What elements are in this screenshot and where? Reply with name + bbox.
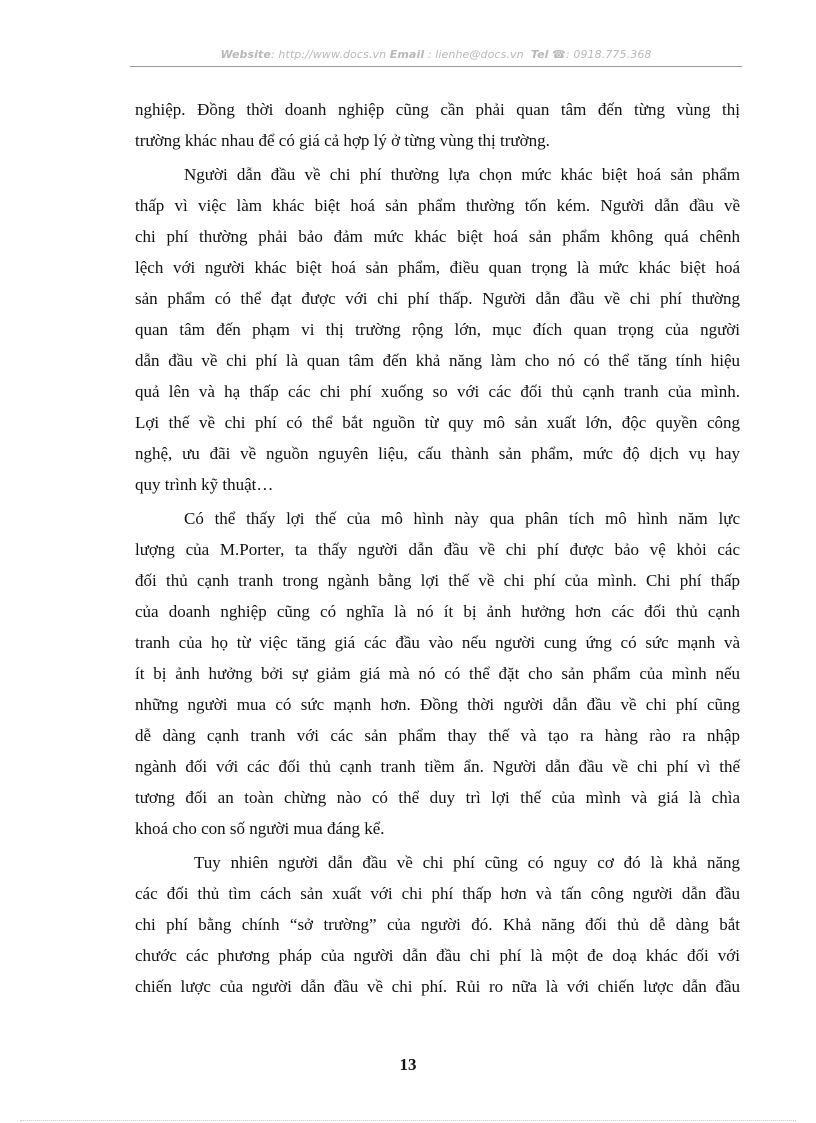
header-email-value: : lienhe@docs.vn xyxy=(427,48,524,61)
text-line: sản phẩm có thể đạt được với chi phí thấp. Người dẫn đầu về chi phí thường xyxy=(135,289,740,308)
text-line: chiến lược của người dẫn đầu về chi phí. Rủi ro nữa là với chiến lược dẫn đầu xyxy=(135,977,740,996)
header-website-value: : http://www.docs.vn xyxy=(270,48,387,61)
page-number: 13 xyxy=(399,1055,417,1074)
text-line: ít bị ảnh hưởng bởi sự giảm giá mà nó có thể đặt cho sản phẩm của mình nếu xyxy=(135,664,740,683)
header-website-label: Website xyxy=(220,48,271,61)
text-line: lệch với người khác biệt hoá sản phẩm, điều quan trọng là mức khác biệt hoá xyxy=(135,258,740,277)
text-line: quả lên và hạ thấp các chi phí xuống so với các đối thủ cạnh tranh của mình. xyxy=(135,382,740,401)
text-line: thấp vì việc làm khác biệt hoá sản phẩm thường tốn kém. Người dẫn đầu về xyxy=(135,196,740,215)
text-line: ngành đối với các đối thủ cạnh tranh tiềm ẩn. Người dẫn đầu về chi phí vì thế xyxy=(135,757,740,776)
text-line: tranh của họ từ việc tăng giá các đầu vào nếu người cung ứng có sức mạnh và xyxy=(135,633,740,652)
text-line: khoá cho con số người mua đáng kể. xyxy=(135,819,385,838)
page-header xyxy=(130,48,742,61)
text-line: chi phí thường phải bảo đảm mức khác biệt hoá sản phẩm không quá chênh xyxy=(135,227,740,246)
body-text xyxy=(135,94,740,1005)
text-line: dẫn đầu về chi phí là quan tâm đến khả năng làm cho nó có thể tăng tính hiệu xyxy=(135,351,740,370)
text-line: chi phí bằng chính “sở trường” của người đó. Khả năng đối thủ dễ dàng bắt xyxy=(135,915,740,934)
text-line: đối thủ cạnh tranh trong ngành bằng lợi thế về chi phí của mình. Chi phí thấp xyxy=(135,571,740,590)
header-email-label: Email xyxy=(389,48,425,61)
text-line: quy trình kỹ thuật… xyxy=(135,475,274,494)
text-line: quan tâm đến phạm vi thị trường rộng lớn, mục đích quan trọng của người xyxy=(135,320,740,339)
text-line: dễ dàng cạnh tranh với các sản phẩm thay thế và tạo ra hàng rào ra nhập xyxy=(135,726,740,745)
paragraph xyxy=(135,159,740,500)
paragraph xyxy=(135,503,740,844)
text-line: Người dẫn đầu về chi phí thường lựa chọn mức khác biệt hoá sản phẩm xyxy=(184,165,740,184)
page-bottom-divider xyxy=(20,1120,796,1121)
phone-icon: ☎ xyxy=(552,48,566,61)
text-line: lượng của M.Porter, ta thấy người dẫn đầu về chi phí được bảo vệ khỏi các xyxy=(135,540,740,559)
text-line: Lợi thế về chi phí có thể bắt nguồn từ quy mô sản xuất lớn, độc quyền công xyxy=(135,413,740,432)
paragraph xyxy=(135,94,740,156)
header-tel-value: : 0918.775.368 xyxy=(565,48,652,61)
text-line: nghệ, ưu đãi về nguồn nguyên liệu, cấu thành sản phẩm, mức độ dịch vụ hay xyxy=(135,444,740,463)
text-line: chước các phương pháp của người dẫn đầu chi phí là một đe doạ khác đối với xyxy=(135,946,740,965)
text-line: tương đối an toàn chừng nào có thể duy trì lợi thế của mình và giá là chìa xyxy=(135,788,740,807)
header-divider xyxy=(130,66,742,67)
header-tel-label: Tel xyxy=(530,48,549,61)
text-line: nghiệp. Đồng thời doanh nghiệp cũng cần phải quan tâm đến từng vùng thị xyxy=(135,100,740,119)
text-line: những người mua có sức mạnh hơn. Đồng thời người dẫn đầu về chi phí cũng xyxy=(135,695,740,714)
text-line: các đối thủ tìm cách sản xuất với chi phí thấp hơn và tấn công người dẫn đầu xyxy=(135,884,740,903)
paragraph xyxy=(135,847,740,1002)
text-line: của doanh nghiệp cũng có nghĩa là nó ít bị ảnh hưởng hơn các đối thủ cạnh xyxy=(135,602,740,621)
text-line: trường khác nhau để có giá cả hợp lý ở từng vùng thị trường. xyxy=(135,131,550,150)
text-line: Tuy nhiên người dẫn đầu về chi phí cũng có nguy cơ đó là khả năng xyxy=(194,853,740,872)
text-line: Có thể thấy lợi thế của mô hình này qua phân tích mô hình năm lực xyxy=(184,509,740,528)
